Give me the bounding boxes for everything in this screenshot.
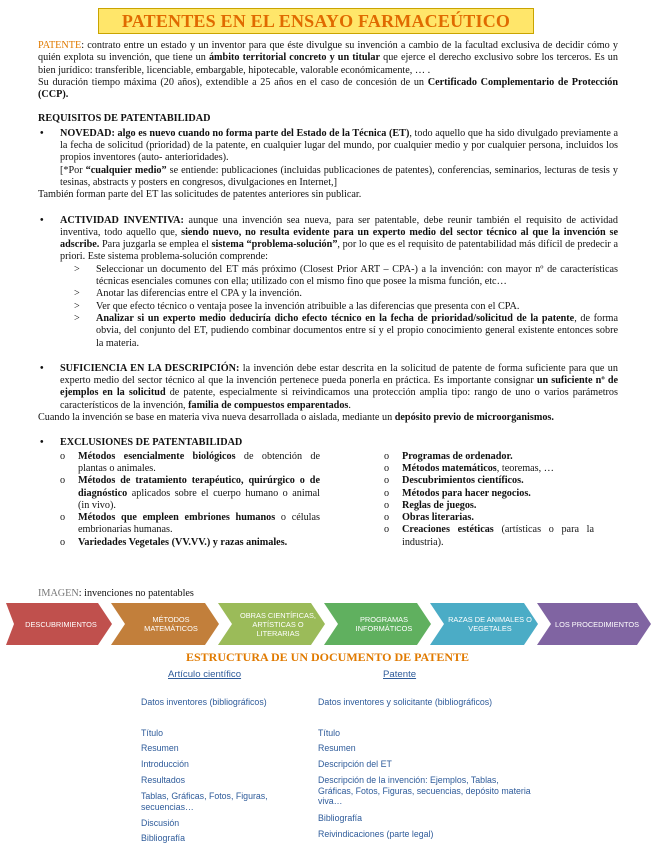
- actividad-step: > Anotar las diferencias entre el CPA y la invención.: [74, 288, 618, 300]
- exclusion-text: , teoremas, …: [496, 462, 554, 474]
- exclusion-bold: Métodos de tratamiento terapéutico, quirúrgico o de diagnóstico: [78, 475, 320, 499]
- duration-paragraph: [38, 77, 618, 102]
- suficiencia-after: [38, 412, 618, 424]
- col1-item: Resultados: [141, 775, 186, 785]
- col1-item: Introducción: [141, 759, 189, 769]
- col2-item: Descripción de la invención: Ejemplos, Tablas, Gráficas, Fotos, Figuras, secuencias, depósito materia viva…: [318, 775, 531, 807]
- exclusiones-columns: [38, 451, 618, 549]
- ccp-bold: Certificado Complementario de Protección (CCP).: [38, 76, 619, 101]
- actividad-bold-1: siendo nuevo, no resulta evidente para un experto medio del sector técnico al que la invención se adscribe.: [60, 226, 618, 251]
- exclusion-bold: Obras literarias.: [402, 512, 474, 524]
- novedad-text: , todo aquello que ha sido divulgado previamente a la fecha de solicitud (prioridad) de la patente, en cualquier lugar del mundo, por cualquier medio y por cualquier persona, incluidos los propios inventores (auto- anterioridades).: [60, 127, 618, 164]
- step4-bold: Analizar si un experto medio deduciría dicho efecto técnico en la fecha de prioridad/solicitud de la patente: [96, 312, 575, 324]
- col1-item: Bibliografía: [141, 833, 186, 843]
- exclusion-item: [50, 512, 320, 537]
- exclusion-bold: Variedades Vegetales (VV.VV.) y razas animales.: [78, 536, 288, 548]
- chevron-label: PROGRAMAS INFORMÁTICOS: [355, 615, 413, 633]
- chevron-label: RAZAS DE ANIMALES O VEGETALES: [448, 615, 532, 633]
- exclusion-item: [374, 463, 594, 475]
- novedad-list: [38, 128, 618, 189]
- col2-item: Descripción del ET: [318, 759, 392, 769]
- col2-item: Reivindicaciones (parte legal): [318, 829, 434, 839]
- exclusiones-heading: [38, 437, 618, 449]
- col1-item: Tablas, Gráficas, Fotos, Figuras, secuencias…: [141, 791, 268, 812]
- exclusion-bold: Métodos para hacer negocios.: [402, 487, 531, 499]
- exclusiones-head: EXCLUSIONES DE PATENTABILIDAD: [60, 437, 243, 449]
- imagen-text: : invenciones no patentables: [78, 588, 194, 599]
- intro-text-1: : contrato entre un estado y un inventor para que éste divulgue su invención a cambio de la facultad exclusiva de decidir cómo y quién explota su invención, que tiene un: [38, 40, 618, 64]
- suficiencia-list: [38, 363, 618, 412]
- suficiencia-after-bold: depósito previo de microorganismos.: [394, 412, 554, 424]
- actividad-step: [74, 313, 618, 350]
- exclusion-bold: Reglas de juegos.: [402, 499, 477, 511]
- col1-item: Título: [141, 728, 164, 738]
- chevron-label: OBRAS CIENTÍFICAS, ARTÍSTICAS O LITERARIAS: [240, 610, 316, 638]
- novedad-after: También forman parte del ET las solicitudes de patentes anteriores sin publicar.: [38, 189, 362, 201]
- col1-datos: Datos inventores (bibliográficos): [141, 697, 267, 707]
- actividad-text-2: Para juzgarla se emplea el: [99, 239, 212, 251]
- duration-text: Su duración tiempo máxima (20 años), extendible a 25 años en el caso de concesión de un: [38, 76, 428, 88]
- actividad-step: > Ver que efecto técnico o ventaja posee la invención atribuible a las diferencias que presenta con el CPA.: [74, 301, 618, 313]
- chevron-label: DESCUBRIMIENTOS: [25, 619, 97, 629]
- suficiencia-bold-2: familia de compuestos emparentados: [188, 399, 349, 411]
- exclusion-bold: Métodos esencialmente biológicos: [78, 450, 236, 462]
- col1-item: Discusión: [141, 818, 180, 828]
- exclusiones-right: [374, 451, 594, 549]
- actividad-bold-2: sistema “problema-solución”: [211, 239, 338, 251]
- exclusion-item: [50, 537, 320, 549]
- suficiencia-after-text: Cuando la invención se base en materia viva nueva desarrollada o aislada, mediante un: [38, 412, 395, 424]
- col-head-articulo: Artículo científico: [168, 669, 242, 680]
- chevron-label: MÉTODOS MATEMÁTICOS: [144, 615, 198, 633]
- exclusion-item: [50, 475, 320, 512]
- novedad-head: NOVEDAD: algo es nuevo cuando no forma parte del Estado de la Técnica (ET): [60, 127, 410, 139]
- exclusion-item: [374, 524, 594, 549]
- intro-paragraph: [38, 40, 618, 77]
- suficiencia-bold-1: un suficiente nº de ejemplos en la solicitud: [60, 375, 619, 399]
- col2-item: Título: [318, 728, 341, 738]
- col2-datos: Datos inventores y solicitante (bibliográficos): [318, 697, 493, 707]
- col2-item: Resumen: [318, 743, 356, 753]
- estructura-title: ESTRUCTURA DE UN DOCUMENTO DE PATENTE: [185, 650, 470, 664]
- novedad-note-post: se entiende: publicaciones (incluidas publicaciones de patentes), conferencias, seminarios, lecturas de tesis y tesinas, abstracts y posters en congresos, divulgaciones en Internet,]: [60, 164, 619, 188]
- exclusion-bold: Programas de ordenador.: [402, 450, 513, 462]
- exclusiones-list: [38, 437, 618, 449]
- suficiencia-text-2: de patente, especialmente si reivindicamos una protección amplia tipo: rango de uno o varios parámetros característicos de la invención,: [60, 387, 618, 411]
- imagen-caption: [38, 588, 194, 600]
- document-body: [38, 40, 618, 549]
- actividad-text-3: , por lo que es el requisito de patentabilidad más difícil de predecir a priori. Este sistema problema-solución comprende:: [60, 239, 618, 263]
- exclusion-bold: Métodos que empleen embriones humanos: [78, 512, 276, 524]
- step4-text: , de forma obvia, del conjunto del ET, pudiendo combinar documentos entre sí y el propio conocimiento general existente entonces sobre la materia.: [96, 312, 618, 349]
- exclusion-item: [374, 475, 594, 487]
- exclusion-bold: Creaciones estéticas: [402, 524, 494, 536]
- novedad-note-bold: “cualquier medio”: [85, 164, 167, 176]
- exclusion-item: [50, 451, 320, 476]
- suficiencia-item: [38, 363, 618, 412]
- exclusion-item: [374, 451, 594, 463]
- patente-label: PATENTE: [38, 40, 82, 51]
- suficiencia-text-3: .: [348, 399, 351, 411]
- actividad-step: > Seleccionar un documento del ET más próximo (Closest Prior ART – CPA-) a la invención: con mayor nº de características técnicas esenciales comunes con ella; utilizado con el mismo fino que posee la misma función, etc…: [74, 264, 618, 289]
- imagen-label: IMAGEN: [38, 588, 79, 599]
- exclusion-bold: Descubrimientos científicos.: [402, 475, 524, 487]
- actividad-item: [38, 215, 618, 350]
- intro-bold-1: ámbito territorial concreto y un titular: [208, 52, 380, 64]
- exclusion-text: aplicados sobre el cuerpo humano o animal (in vivo).: [78, 487, 320, 511]
- exclusiones-left: [50, 451, 320, 549]
- actividad-list: [38, 215, 618, 350]
- suficiencia-text-1: la invención debe estar descrita en la solicitud de patente de forma suficiente para que un experto medio del sector técnico al que la invención pertenece pueda ponerla en práctica. Es importante consignar: [60, 362, 618, 387]
- chevron-label: LOS PROCEDIMIENTOS: [554, 619, 640, 629]
- col1-item: Resumen: [141, 743, 179, 753]
- exclusion-text: de obtención de plantas o animales.: [78, 450, 321, 474]
- intro-text-2: que ejerce el derecho exclusivo sobre los terceros. Es un bien jurídico: transferible, licenciable, embargable, hipotecable, valorable económicamente, … .: [38, 52, 618, 76]
- col-head-patente: Patente: [383, 669, 417, 680]
- exclusion-text: (artísticas o para la industria).: [402, 524, 594, 548]
- exclusion-item: [374, 512, 594, 524]
- novedad-item: [38, 128, 618, 189]
- actividad-head: ACTIVIDAD INVENTIVA:: [60, 214, 184, 226]
- novedad-note-pre: [*Por: [60, 164, 86, 176]
- requisitos-heading: REQUISITOS DE PATENTABILIDAD: [38, 113, 211, 125]
- exclusion-item: [374, 500, 594, 512]
- col2-item: Bibliografía: [318, 813, 363, 823]
- suficiencia-head: SUFICIENCIA EN LA DESCRIPCIÓN:: [60, 362, 240, 374]
- exclusion-text: o células embrionarias humanas.: [78, 512, 320, 536]
- exclusion-item: [374, 488, 594, 500]
- page-title: PATENTES EN EL ENSAYO FARMACEÚTICO: [98, 8, 534, 34]
- actividad-steps: [60, 264, 618, 350]
- exclusion-bold: Métodos matemáticos: [402, 462, 497, 474]
- actividad-text-1: aunque una invención sea nueva, para ser patentable, debe reunir también el requisito de actividad inventiva, todo aquello que,: [60, 214, 618, 238]
